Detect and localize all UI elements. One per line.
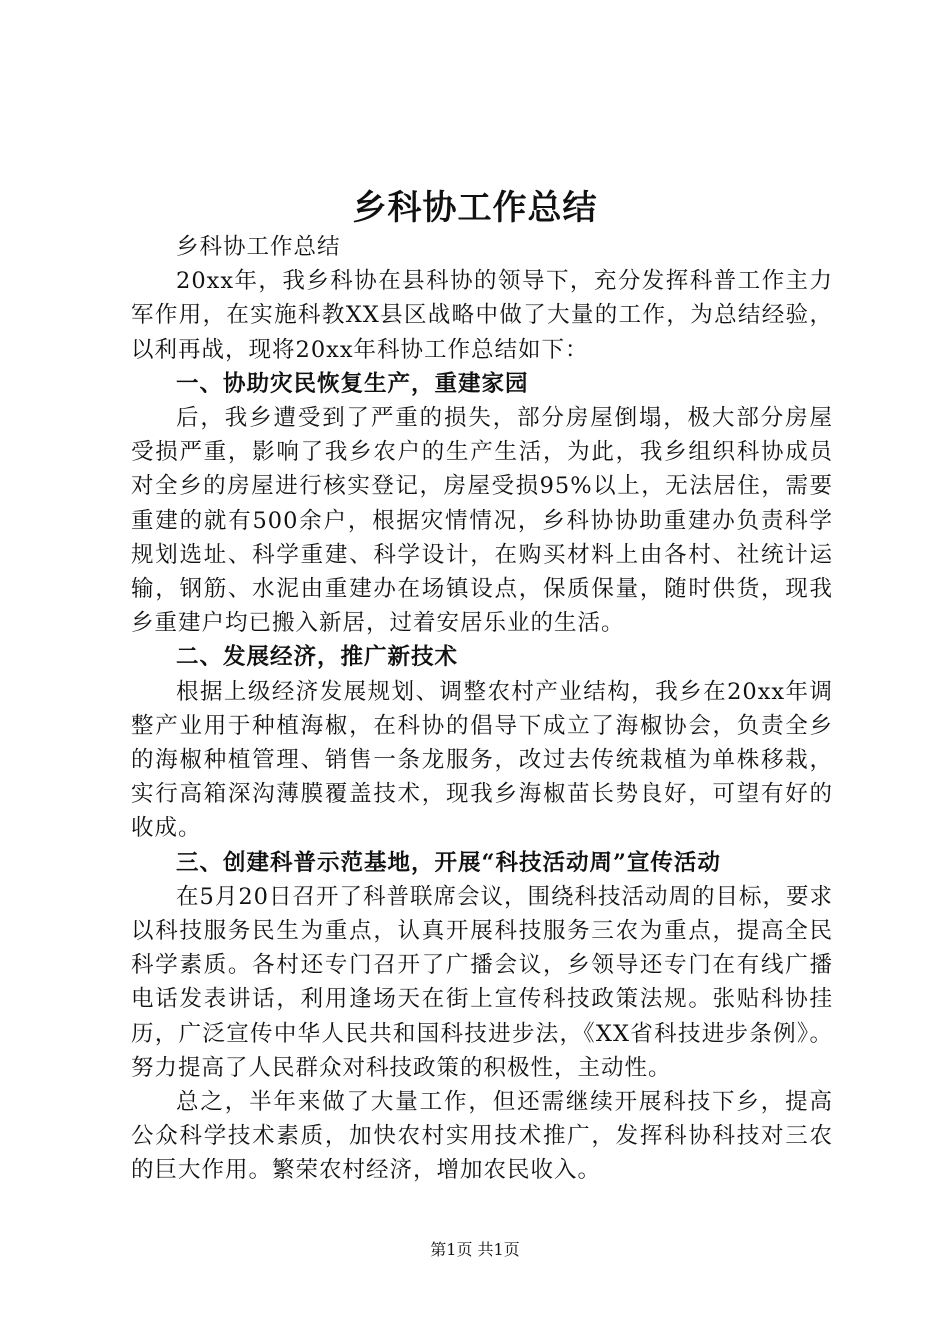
paragraph-conclusion: 总之，半年来做了大量工作，但还需继续开展科技下乡，提高公众科学技术素质，加快农村实用技术推广，发挥科协科技对三农的巨大作用。繁荣农村经济，增加农民收入。 [131, 1089, 833, 1184]
page-footer: 第1页 共1页 [430, 1240, 520, 1259]
paragraph-intro: 20xx年，我乡科协在县科协的领导下，充分发挥科普工作主力军作用，在实施科教XX县区战略中做了大量的工作，为总结经验，以利再战，现将20xx年科协工作总结如下： [131, 268, 833, 363]
paragraph-section-1: 后，我乡遭受到了严重的损失，部分房屋倒塌，极大部分房屋受损严重，影响了我乡农户的生产生活，为此，我乡组织科协成员对全乡的房屋进行核实登记，房屋受损95%以上，无法居住，需要重建的就有500余户，根据灾情情况，乡科协协助重建办负责科学规划选址、科学重建、科学设计，在购买材料上由各村、社统计运输，钢筋、水泥由重建办在场镇设点，保质保量，随时供货，现我乡重建户均已搬入新居，过着安居乐业的生活。 [131, 405, 833, 637]
section-heading-2: 二、发展经济，推广新技术 [176, 644, 459, 671]
paragraph-subtitle: 乡科协工作总结 [176, 234, 341, 260]
document-body [131, 230, 833, 1188]
document-title: 乡科协工作总结 [352, 188, 598, 228]
paragraph-section-3: 在5月20日召开了科普联席会议，围绕科技活动周的目标，要求以科技服务民生为重点，认真开展科技服务三农为重点，提高全民科学素质。各村还专门召开了广播会议，乡领导还专门在有线广播电话发表讲话，利用逢场天在街上宣传科技政策法规。张贴科协挂历，广泛宣传中华人民共和国科技进步法，《XX省科技进步条例》。努力提高了人民群众对科技政策的积极性，主动性。 [131, 883, 833, 1081]
section-heading-1: 一、协助灾民恢复生产，重建家园 [176, 370, 529, 397]
paragraph-section-2: 根据上级经济发展规划、调整农村产业结构，我乡在20xx年调整产业用于种植海椒，在科协的倡导下成立了海椒协会，负责全乡的海椒种植管理、销售一条龙服务，改过去传统栽植为单株移栽，实行高箱深沟薄膜覆盖技术，现我乡海椒苗长势良好，可望有好的收成。 [131, 678, 833, 842]
section-heading-3: 三、创建科普示范基地，开展“科技活动周”宣传活动 [176, 849, 721, 876]
